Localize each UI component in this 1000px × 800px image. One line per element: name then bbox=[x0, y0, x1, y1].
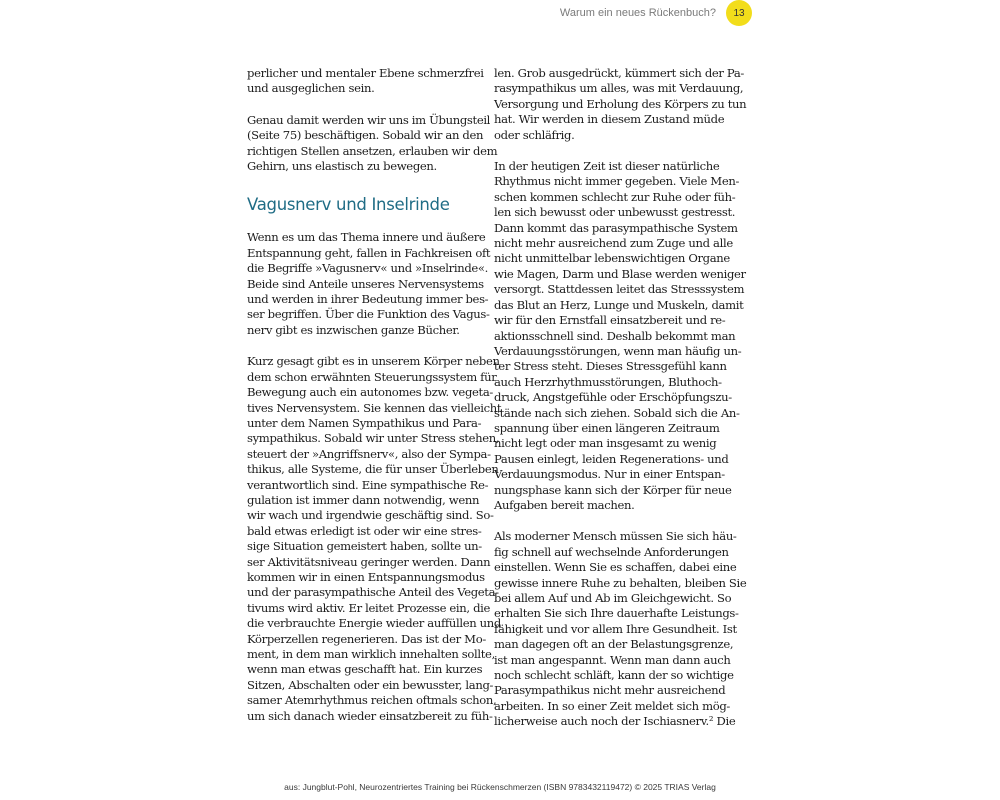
text-line: nerv gibt es inzwischen ganze Bücher. bbox=[247, 322, 460, 337]
text-line: schen kommen schlecht zur Ruhe oder füh- bbox=[494, 189, 736, 204]
text-line: auch Herzrhythmusstörungen, Bluthoch- bbox=[494, 374, 722, 389]
text-line: wie Magen, Darm und Blase werden weniger bbox=[494, 266, 746, 281]
text-line: oder schläfrig. bbox=[494, 127, 575, 142]
text-line: steuert der »Angriffsnerv«, also der Sympa- bbox=[247, 446, 491, 461]
text-line: perlicher und mentaler Ebene schmerzfrei bbox=[247, 66, 484, 80]
right-column bbox=[494, 66, 747, 746]
text-line: druck, Angstgefühle oder Erschöpfungszu- bbox=[494, 390, 732, 405]
text-line: um sich danach wieder einsatzbereit zu füh- bbox=[247, 708, 493, 723]
text-line: Entspannung geht, fallen in Fachkreisen oft bbox=[247, 245, 491, 260]
text-line: ter Stress steht. Dieses Stressgefühl kann bbox=[494, 359, 727, 374]
text-line: Körperzellen regenerieren. Das ist der Mo- bbox=[247, 631, 486, 646]
section-heading: Vagusnerv und Inselrinde bbox=[247, 195, 450, 215]
text-line: len sich bewusst oder unbewusst gestresst. bbox=[494, 205, 736, 220]
text-line: wir wach und irgendwie geschäftig sind. So- bbox=[247, 508, 494, 523]
text-line: und ausgeglichen sein. bbox=[247, 81, 375, 96]
text-line: thikus, alle Systeme, die für unser Überleben bbox=[247, 462, 499, 477]
text-line: und der parasympathische Anteil des Vegeta- bbox=[247, 585, 499, 600]
text-line: wir für den Ernstfall einsatzbereit und re- bbox=[494, 313, 726, 328]
text-line: (Seite 75) beschäftigen. Sobald wir an den bbox=[247, 128, 484, 143]
paragraph bbox=[247, 66, 484, 97]
text-line: dem schon erwähnten Steuerungssystem für bbox=[247, 369, 497, 384]
left-column bbox=[247, 66, 502, 740]
text-line: Rhythmus nicht immer gegeben. Viele Men- bbox=[494, 174, 740, 189]
text-line: gulation ist immer dann notwendig, wenn bbox=[247, 492, 480, 507]
text-line: bald etwas erledigt ist oder wir eine stres- bbox=[247, 523, 482, 538]
text-line: tives Nervensystem. Sie kennen das vielleicht bbox=[247, 400, 502, 415]
text-line: erhalten Sie sich Ihre dauerhafte Leistungs- bbox=[494, 606, 739, 621]
text-line: len. Grob ausgedrückt, kümmert sich der Pa- bbox=[494, 66, 744, 80]
text-line: richtigen Stellen ansetzen, erlauben wir dem bbox=[247, 143, 498, 158]
text-line: Pausen einlegt, leiden Regenerations- und bbox=[494, 451, 729, 466]
text-line: Wenn es um das Thema innere und äußere bbox=[247, 230, 486, 245]
text-line: bei allem Auf und Ab im Gleichgewicht. So bbox=[494, 591, 732, 605]
text-line: fig schnell auf wechselnde Anforderungen bbox=[494, 544, 729, 559]
text-line: ser begriffen. Über die Funktion des Vagus- bbox=[247, 307, 490, 322]
running-title: Warum ein neues Rückenbuch? bbox=[559, 7, 716, 19]
text-line: man dagegen oft an der Belastungsgrenze, bbox=[494, 637, 734, 652]
text-line: gewisse innere Ruhe zu behalten, bleiben Sie bbox=[494, 575, 747, 590]
text-line: einstellen. Wenn Sie es schaffen, dabei eine bbox=[494, 560, 737, 575]
text-line: Dann kommt das parasympathische System bbox=[494, 220, 738, 235]
text-line: fähigkeit und vor allem Ihre Gesundheit. Ist bbox=[494, 621, 737, 636]
text-line: kommen wir in einen Entspannungsmodus bbox=[247, 569, 485, 584]
text-line: Genau damit werden wir uns im Übungsteil bbox=[247, 112, 491, 127]
text-line: Sitzen, Abschalten oder ein bewusster, lang- bbox=[247, 677, 494, 692]
text-line: versorgt. Stattdessen leitet das Stresssystem bbox=[494, 282, 745, 297]
running-header bbox=[560, 0, 752, 26]
text-line: sige Situation gemeistert haben, sollte un- bbox=[247, 539, 482, 554]
text-line: stände nach sich ziehen. Sobald sich die An- bbox=[494, 405, 740, 420]
text-line: Versorgung und Erholung des Körpers zu tun bbox=[494, 96, 747, 111]
text-line: tivums wird aktiv. Er leitet Prozesse ein, die bbox=[247, 600, 491, 615]
paragraph bbox=[247, 230, 491, 338]
text-line: licherweise auch noch der Ischiasnerv.² Die bbox=[494, 714, 736, 729]
text-line: die Begriffe »Vagusnerv« und »Inselrinde«. bbox=[247, 261, 488, 276]
text-line: arbeiten. In so einer Zeit meldet sich mög- bbox=[494, 698, 730, 713]
text-line: ment, in dem man wirklich innehalten sollte, bbox=[247, 647, 495, 661]
text-line: hat. Wir werden in diesem Zustand müde bbox=[494, 112, 725, 127]
text-line: Beide sind Anteile unseres Nervensystems bbox=[247, 276, 484, 291]
text-line: Als moderner Mensch müssen Sie sich häu- bbox=[494, 529, 737, 544]
paragraph bbox=[494, 159, 746, 513]
text-line: In der heutigen Zeit ist dieser natürliche bbox=[494, 159, 720, 174]
text-line: nicht unmittelbar lebenswichtigen Organe bbox=[494, 251, 730, 266]
text-line: Verdauungsstörungen, wenn man häufig un- bbox=[494, 343, 742, 358]
text-line: rasympathikus um alles, was mit Verdauung, bbox=[494, 81, 744, 96]
paragraph bbox=[494, 66, 747, 143]
text-line: verantwortlich sind. Eine sympathische Re- bbox=[247, 477, 489, 492]
text-line: unter dem Namen Sympathikus und Para- bbox=[247, 415, 482, 430]
text-line: spannung über einen längeren Zeitraum bbox=[494, 420, 720, 435]
text-line: die verbrauchte Energie wieder auffüllen und bbox=[247, 616, 501, 631]
text-line: Kurz gesagt gibt es in unserem Körper neben bbox=[247, 354, 500, 369]
text-line: ist man angespannt. Wenn man dann auch bbox=[494, 652, 731, 667]
text-line: ser Aktivitätsniveau geringer werden. Dann bbox=[247, 554, 491, 569]
text-line: nicht mehr ausreichend zum Zuge und alle bbox=[494, 236, 733, 251]
paragraph bbox=[494, 529, 747, 729]
text-line: Gehirn, uns elastisch zu bewegen. bbox=[247, 159, 437, 174]
text-line: Bewegung auch ein autonomes bzw. vegeta- bbox=[247, 385, 493, 400]
text-line: das Blut an Herz, Lunge und Muskeln, damit bbox=[494, 297, 744, 312]
paragraph bbox=[247, 112, 498, 175]
text-line: sympathikus. Sobald wir unter Stress stehen, bbox=[247, 431, 500, 446]
text-line: Parasympathikus nicht mehr ausreichend bbox=[494, 683, 726, 698]
text-line: aktionsschnell sind. Deshalb bekommt man bbox=[494, 328, 736, 343]
text-line: wenn man etwas geschafft hat. Ein kurzes bbox=[247, 662, 483, 677]
text-line: noch schlecht schläft, kann der so wichtige bbox=[494, 668, 734, 683]
footer-citation: aus: Jungblut-Pohl, Neurozentriertes Training bei Rückenschmerzen (ISBN 9783432119472) © 2025 TRIAS Verlag bbox=[284, 782, 716, 792]
text-line: und werden in ihrer Bedeutung immer bes- bbox=[247, 292, 489, 307]
text-line: Verdauungsmodus. Nur in einer Entspan- bbox=[494, 467, 725, 482]
page-number-badge: 13 bbox=[726, 0, 752, 26]
paragraph bbox=[247, 354, 502, 724]
text-line: nicht legt oder man insgesamt zu wenig bbox=[494, 436, 717, 451]
text-line: samer Atemrhythmus reichen oftmals schon, bbox=[247, 693, 497, 708]
text-line: Aufgaben bereit machen. bbox=[494, 497, 635, 512]
text-line: nungsphase kann sich der Körper für neue bbox=[494, 482, 732, 497]
